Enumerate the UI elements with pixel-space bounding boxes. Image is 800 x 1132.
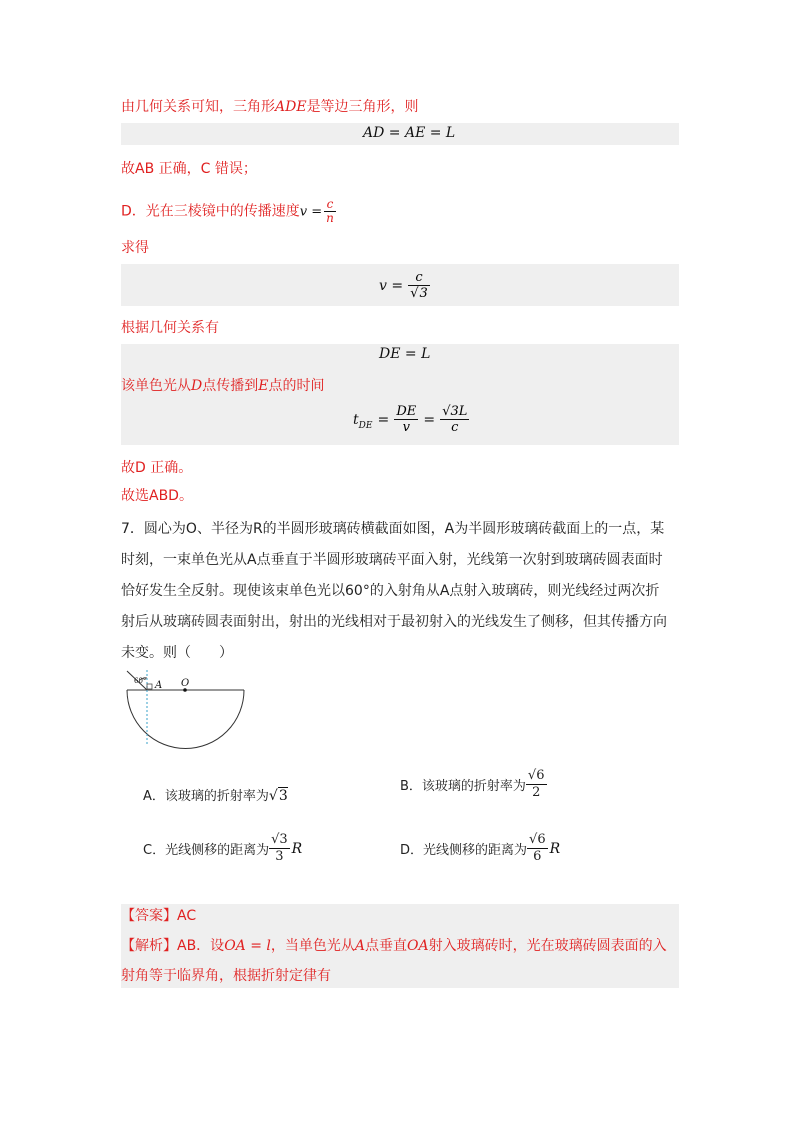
option-a[interactable]: A．该玻璃的折射率为√3 (143, 788, 288, 804)
text-d-correct: 故D 正确。 (121, 460, 193, 476)
text-speed-in-prism: D．光在三棱镜中的传播速度v = $\frac{c}{n}$ (121, 197, 334, 225)
answer-line: 【答案】AC (121, 908, 197, 924)
semicircle-arc (127, 690, 244, 749)
fraction-c-over-n: $\frac{c}{n}$ (326, 197, 334, 225)
text-geometry-relation: 根据几何关系有 (121, 320, 219, 336)
equation-v-c-sqrt3: v = $\frac{c}{√3}$ (379, 270, 428, 301)
semicircle-glass-figure (118, 668, 253, 754)
text-select-abd: 故选ABD。 (121, 488, 193, 504)
text-line-triangle: 由几何关系可知，三角形ADE是等边三角形，则 (121, 99, 419, 115)
angle-label-60: 60° (134, 677, 147, 685)
text-obtain: 求得 (121, 240, 149, 256)
equation-time-de: $t_{DE}$ = $\frac{DE}{v}$ = $\frac{√3L}{c}$ (353, 404, 468, 435)
point-label-a: A (155, 680, 163, 691)
option-c[interactable]: C．光线侧移的距离为 $\frac{√3}{3}$ R (143, 832, 303, 864)
analysis-line-1: 【解析】AB．设OA = l，当单色光从A点垂直OA射入玻璃砖时，光在玻璃砖圆表面的入 (121, 938, 667, 954)
equation-box-3 (121, 344, 679, 445)
text-time-d-to-e: 该单色光从D点传播到E点的时间 (121, 378, 325, 394)
question-number: 7． (121, 521, 144, 537)
right-angle-mark (147, 684, 152, 689)
question-7-text: 7．圆心为O、半径为R的半圆形玻璃砖横截面如图，A为半圆形玻璃砖截面上的一点，某 时刻，一束单色光从A点垂直于半圆形玻璃砖平面入射，光线第一次射到玻璃砖圆表面时 恰好发生全反射。现使该束单色光以60°的入射角从A点射入玻璃砖，则光线经过两次折 射后从玻璃砖圆表面射出，射出的光线相对于最初射入的光线发生了侧移，但其传播方向 未变。则（ ） (121, 521, 667, 661)
answer-box (121, 904, 679, 988)
equation-ad-ae-l: AD = AE = L (363, 125, 456, 141)
equation-box-1 (121, 123, 679, 145)
option-b[interactable]: B．该玻璃的折射率为 $\frac{√6}{2}$ (400, 768, 545, 800)
equation-de-l: DE = L (379, 346, 431, 362)
analysis-line-2: 射角等于临界角，根据折射定律有 (121, 968, 331, 984)
text-ab-correct: 故AB 正确，C 错误； (121, 161, 257, 177)
point-label-o: O (181, 678, 190, 689)
equation-box-2 (121, 264, 679, 306)
option-d[interactable]: D．光线侧移的距离为 $\frac{√6}{6}$ R (400, 832, 561, 864)
